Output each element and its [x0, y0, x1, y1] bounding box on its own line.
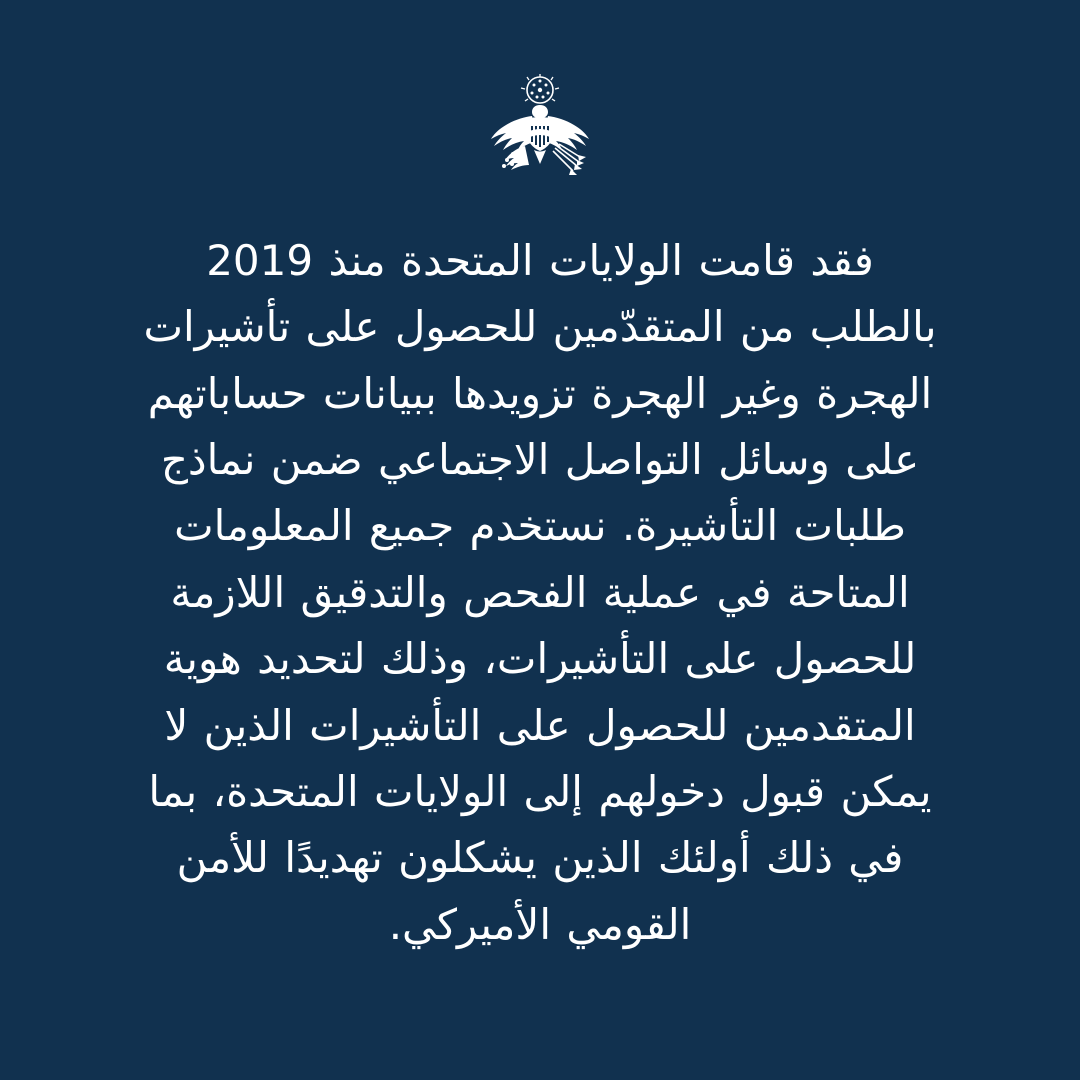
great-seal-icon — [465, 72, 615, 192]
statement-text: فقد قامت الولايات المتحدة منذ 2019 بالطلب من المتقدّمين للحصول على تأشيرات الهجرة وغير الهجرة تزويدها ببيانات حساباتهم على وسائل التواصل الاجتماعي ضمن نماذج طلبات التأشيرة. نستخدم جميع المعلومات المتاحة في عملية الفحص والتدقيق اللازمة للحصول على التأشيرات، وذلك لتحديد هوية المتقدمين للحصول على التأشيرات الذين لا يمكن قبول دخولهم إلى الولايات المتحدة، بما في ذلك أولئك الذين يشكلون تهديدًا للأمن القومي الأميركي. — [143, 236, 937, 949]
